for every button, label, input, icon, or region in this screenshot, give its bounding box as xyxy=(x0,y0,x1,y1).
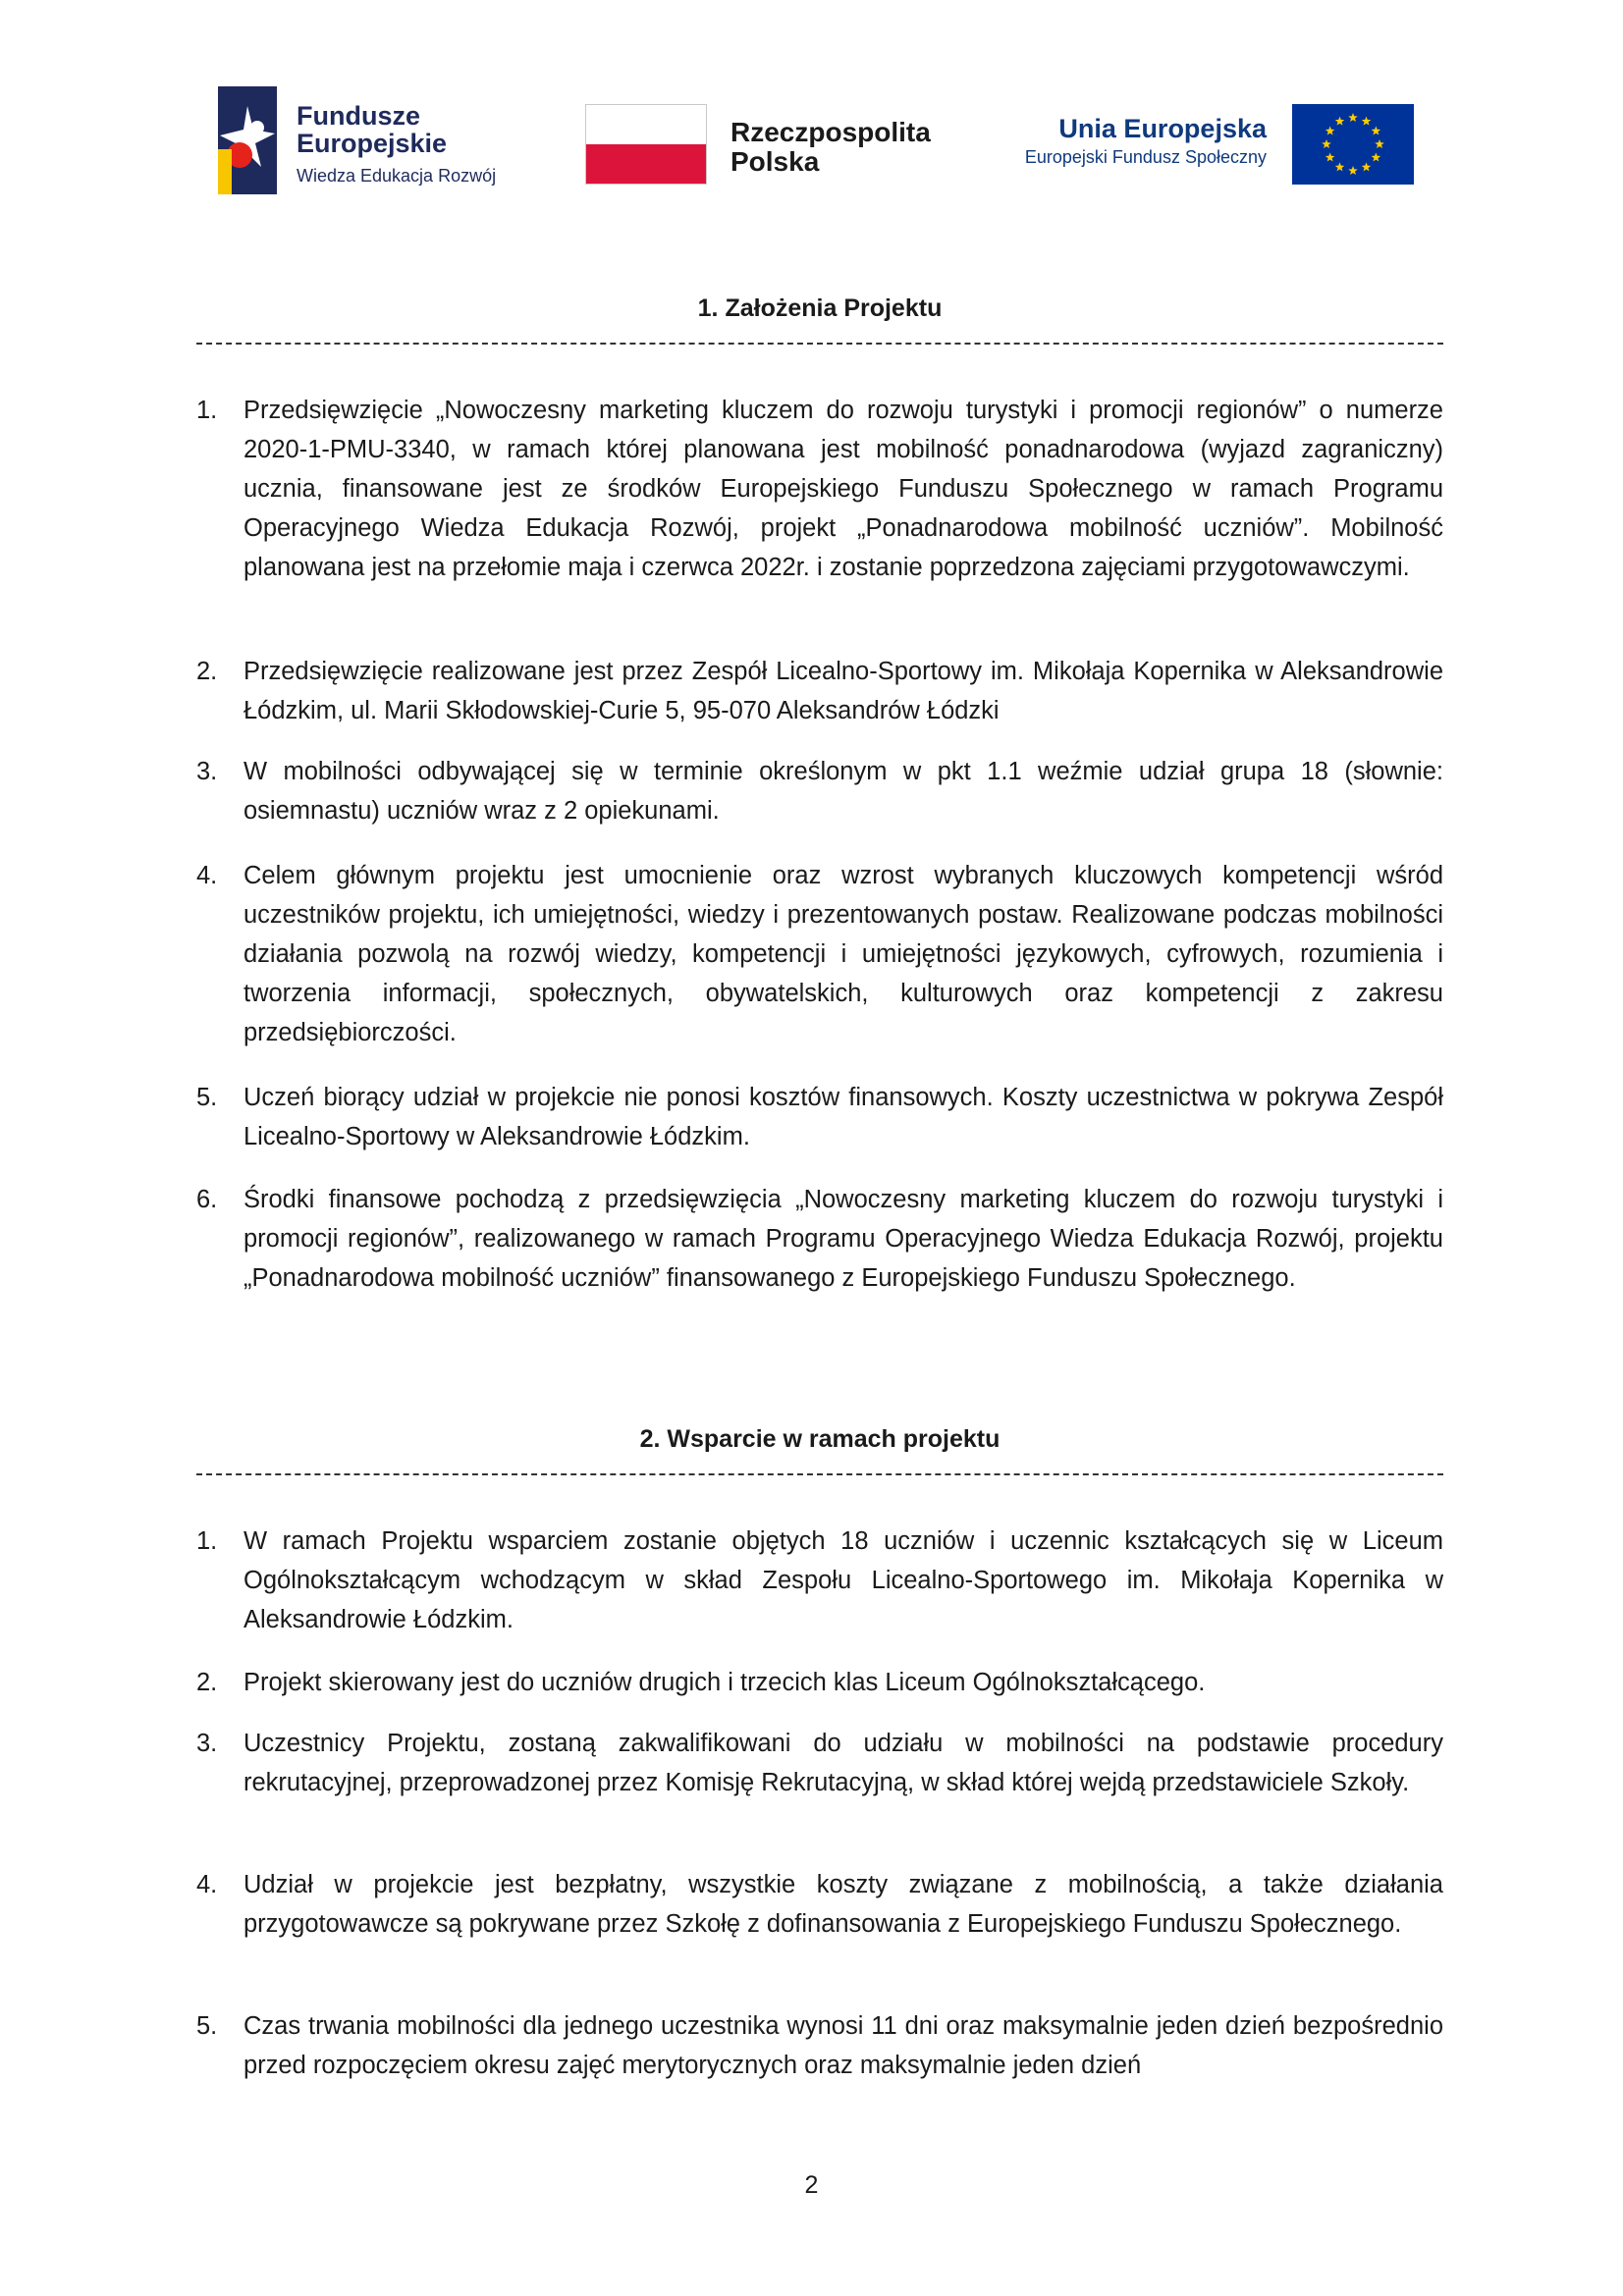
section-1-item-4 xyxy=(196,856,1443,1052)
item-number: 2. xyxy=(196,658,218,685)
item-text: Uczeń biorący udział w projekcie nie ponosi kosztów finansowych. Koszty uczestnictwa w pokrywa Zespół Licealno-Sportowy w Aleksandrowie Łódzkim. xyxy=(243,1084,1443,1150)
eu-star-icon xyxy=(1348,166,1358,175)
fundusze-europejskie-emblem xyxy=(218,86,277,194)
item-number: 3. xyxy=(196,1730,218,1757)
item-text: W ramach Projektu wsparciem zostanie objętych 18 uczniów i uczennic kształcących się w Liceum Ogólnokształcącym wchodzącym w skład Zespołu Licealno-Sportowego im. Mikołaja Kopernika w Aleksandrowie Łódzkim. xyxy=(243,1527,1443,1633)
eu-star-icon xyxy=(1362,117,1372,126)
eu-star-icon xyxy=(1375,139,1384,148)
item-text: Przedsięwzięcie realizowane jest przez Zespół Licealno-Sportowy im. Mikołaja Kopernika w Aleksandrowie Łódzkim, ul. Marii Skłodowskiej-Curie 5, 95-070 Aleksandrów Łódzki xyxy=(243,658,1443,724)
rp-wordmark xyxy=(730,118,931,177)
item-text: Czas trwania mobilności dla jednego uczestnika wynosi 11 dni oraz maksymalnie jeden dzień bezpośrednio przed rozpoczęciem okresu zajęć merytorycznych oraz maksymalnie jeden dzień xyxy=(243,2012,1443,2079)
eu-star-icon xyxy=(1325,127,1335,135)
eu-star-icon xyxy=(1372,153,1381,162)
section-1-item-1 xyxy=(196,391,1443,587)
item-text: Środki finansowe pochodzą z przedsięwzięcia „Nowoczesny marketing kluczem do rozwoju turystyki i promocji regionów”, realizowanego w ramach Programu Operacyjnego Wiedza Edukacja Rozwój, projektu „Ponadnarodowa mobilność uczniów” finansowanego z Europejskiego Funduszu Społecznego. xyxy=(243,1186,1443,1292)
item-text: Uczestnicy Projektu, zostaną zakwalifikowani do udziału w mobilności na podstawie procedury rekrutacyjnej, przeprowadzonej przez Komisję Rekrutacyjną, w skład której wejdą przedstawiciele Szkoły. xyxy=(243,1730,1443,1796)
rp-logo-line2: Polska xyxy=(730,146,820,177)
section-2-item-2 xyxy=(196,1663,1443,1702)
eu-star-icon xyxy=(1362,162,1372,171)
fe-logo-line2: Europejskie xyxy=(297,129,448,158)
fe-logo-line3: Wiedza Edukacja Rozwój xyxy=(297,166,497,186)
eu-stars xyxy=(1292,104,1414,185)
item-text: Celem głównym projektu jest umocnienie oraz wzrost wybranych kluczowych kompetencji wśród uczestników projektu, ich umiejętności, wiedzy i prezentowanych postaw. Realizowane podczas mobilności działania pozwolą na rozwój wiedzy, kompetencji i umiejętności językowych, cyfrowych, rozumienia i tworzenia informacji, społecznych, obywatelskich, kulturowych oraz kompetencji z zakresu przedsiębiorczości. xyxy=(243,862,1443,1046)
item-number: 2. xyxy=(196,1669,218,1696)
section-2-divider xyxy=(196,1473,1443,1475)
item-number: 1. xyxy=(196,1527,218,1555)
rp-logo-line1: Rzeczpospolita xyxy=(730,117,931,147)
rzeczpospolita-polska-logo xyxy=(585,104,939,187)
section-1-item-6 xyxy=(196,1180,1443,1298)
eu-flag xyxy=(1292,104,1414,185)
item-number: 3. xyxy=(196,758,218,785)
polish-flag xyxy=(585,104,707,185)
section-1-divider xyxy=(196,343,1443,345)
section-1-item-2 xyxy=(196,652,1443,730)
eu-star-icon xyxy=(1372,127,1381,135)
section-2-item-5 xyxy=(196,2006,1443,2085)
fundusze-europejskie-logo xyxy=(218,86,513,194)
section-2-item-3 xyxy=(196,1724,1443,1802)
ue-logo-line1: Unia Europejska xyxy=(1058,114,1267,143)
section-1-title: 1. Założenia Projektu xyxy=(697,294,943,322)
ue-logo-line2: Europejski Fundusz Społeczny xyxy=(1024,147,1267,167)
section-2-item-1 xyxy=(196,1522,1443,1639)
eu-star-icon xyxy=(1335,162,1345,171)
eu-star-icon xyxy=(1348,113,1358,122)
item-number: 4. xyxy=(196,862,218,889)
item-number: 1. xyxy=(196,397,218,424)
eu-star-icon xyxy=(1322,139,1331,148)
section-2-title: 2. Wsparcie w ramach projektu xyxy=(639,1425,1001,1453)
item-text: Udział w projekcie jest bezpłatny, wszystkie koszty związane z mobilnością, a także działania przygotowawcze są pokrywane przez Szkołę z dofinansowania z Europejskiego Funduszu Społecznego. xyxy=(243,1871,1443,1938)
section-1-item-5 xyxy=(196,1078,1443,1156)
header-logos xyxy=(0,0,1623,196)
unia-europejska-logo xyxy=(1011,104,1414,187)
item-text: Przedsięwzięcie „Nowoczesny marketing kluczem do rozwoju turystyki i promocji regionów” o numerze 2020-1-PMU-3340, w ramach której planowana jest mobilność ponadnarodowa (wyjazd zagraniczny) ucznia, finansowane jest ze środków Europejskiego Funduszu Społecznego w ramach Programu Operacyjnego Wiedza Edukacja Rozwój, projekt „Ponadnarodowa mobilność uczniów”. Mobilność planowana jest na przełomie maja i czerwca 2022r. i zostanie poprzedzona zajęciami przygotowawczymi. xyxy=(243,397,1443,581)
section-2-item-4 xyxy=(196,1865,1443,1944)
fe-logo-line1: Fundusze xyxy=(297,101,420,131)
eu-star-icon xyxy=(1325,153,1335,162)
section-1-item-3 xyxy=(196,752,1443,830)
ue-wordmark xyxy=(1025,114,1267,171)
item-number: 6. xyxy=(196,1186,218,1213)
item-text: Projekt skierowany jest do uczniów drugich i trzecich klas Liceum Ogólnokształcącego. xyxy=(243,1669,1206,1696)
eu-star-icon xyxy=(1335,117,1345,126)
page-number: 2 xyxy=(804,2171,819,2199)
item-number: 5. xyxy=(196,2012,218,2040)
item-number: 5. xyxy=(196,1084,218,1111)
item-text: W mobilności odbywającej się w terminie określonym w pkt 1.1 weźmie udział grupa 18 (słownie: osiemnastu) uczniów wraz z 2 opiekunami. xyxy=(243,758,1443,825)
item-number: 4. xyxy=(196,1871,218,1898)
fundusze-europejskie-wordmark xyxy=(297,102,496,188)
